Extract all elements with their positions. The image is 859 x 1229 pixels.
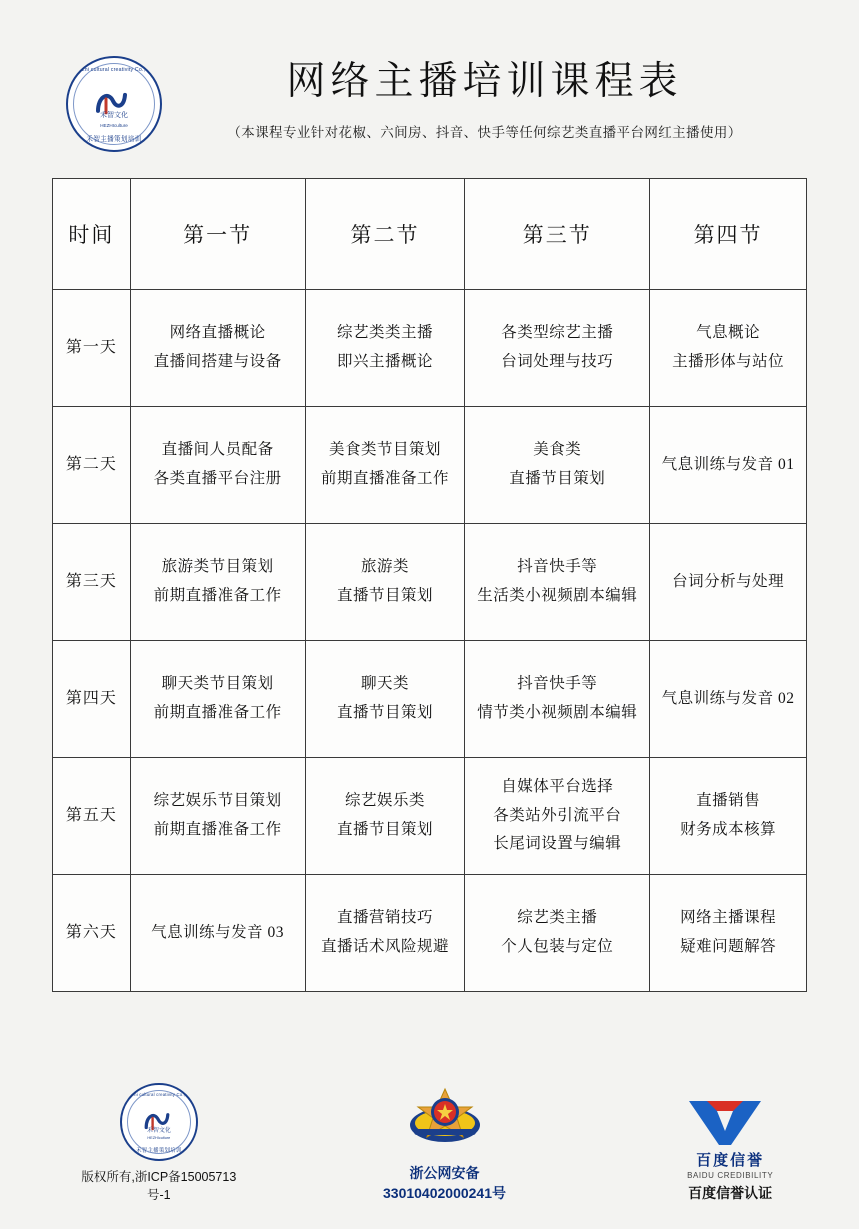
- table-row: [53, 407, 807, 524]
- row-header-day: 第二天: [53, 407, 131, 524]
- police-emblem-icon: [408, 1085, 482, 1151]
- police-emblem-mark: [356, 1077, 534, 1159]
- cell-lines: [135, 553, 301, 610]
- cell-lines: [310, 787, 461, 844]
- schedule-cell: [130, 290, 305, 407]
- cell-line: 前期直播准备工作: [153, 704, 282, 721]
- logo-brand-en-small: HEZHIculture: [147, 1136, 171, 1140]
- logo-ring-text: 禾智主播策划培训: [86, 136, 142, 143]
- cell-line: 抖音快手等: [517, 675, 598, 693]
- schedule-table-container: [0, 130, 859, 992]
- cell-line: 直播间搭建与设备: [153, 353, 282, 370]
- cell-lines: [135, 670, 301, 727]
- baidu-credibility-mark: [641, 1097, 819, 1179]
- schedule-cell: [650, 407, 807, 524]
- cell-line: 台词分析与处理: [672, 572, 785, 590]
- baidu-brand-en: BAIDU CREDIBILITY: [687, 1170, 774, 1180]
- row-header-day: 第四天: [53, 641, 131, 758]
- baidu-credibility-text[interactable]: 百度信誉认证: [688, 1185, 773, 1201]
- cell-line: 抖音快手等: [517, 558, 598, 576]
- cell-line: 前期直播准备工作: [320, 470, 449, 487]
- cell-lines: [469, 319, 645, 376]
- table-row: [53, 290, 807, 407]
- footer-badges: [40, 1077, 819, 1203]
- cell-line: 各类直播平台注册: [153, 470, 282, 487]
- cell-line: 主播形体与站位: [672, 353, 785, 370]
- cell-line: 综艺类主播: [517, 909, 598, 927]
- cell-line: 直播节目策划: [509, 470, 606, 487]
- baidu-credibility-icon: [687, 1097, 763, 1147]
- cell-lines: [310, 904, 461, 961]
- cell-line: 气息概论: [696, 324, 761, 342]
- schedule-cell: [130, 758, 305, 875]
- cell-line: 网络直播概论: [169, 324, 266, 342]
- schedule-cell: [305, 524, 465, 641]
- hezhi-culture-logo-icon-small: [120, 1083, 198, 1161]
- cell-line: 综艺娱乐类: [344, 792, 425, 810]
- hezhi-culture-logo-icon: [66, 56, 162, 152]
- cell-lines: [135, 436, 301, 493]
- cell-lines: [654, 787, 802, 844]
- table-body: [53, 290, 807, 992]
- footer-badge-copyright: [70, 1081, 248, 1203]
- cell-line: 前期直播准备工作: [153, 821, 282, 838]
- schedule-cell: [465, 641, 650, 758]
- schedule-cell: [305, 407, 465, 524]
- cell-line: 气息训练与发音 02: [661, 689, 795, 707]
- cell-line: 美食类节目策划: [328, 441, 441, 459]
- cell-lines: [135, 319, 301, 376]
- column-header-time: 时间: [53, 179, 131, 290]
- schedule-cell: [650, 875, 807, 992]
- copyright-text: 版权所有,浙ICP备15005713号-1: [81, 1170, 237, 1202]
- cell-line: 生活类小视频剧本编辑: [477, 587, 638, 604]
- schedule-cell: [465, 758, 650, 875]
- cell-lines: [135, 787, 301, 844]
- cell-line: 直播营销技巧: [336, 909, 433, 927]
- row-header-day: 第五天: [53, 758, 131, 875]
- cell-lines: [654, 685, 802, 714]
- table-header-row: [53, 179, 807, 290]
- cell-line: 美食类: [533, 441, 582, 459]
- schedule-cell: [465, 290, 650, 407]
- logo-brand-cn: 禾智文化: [100, 112, 128, 119]
- document-header: [0, 0, 859, 143]
- cell-lines: [654, 904, 802, 961]
- cell-lines: [469, 670, 645, 727]
- cell-lines: [310, 553, 461, 610]
- table-row: [53, 758, 807, 875]
- table-row: [53, 875, 807, 992]
- cell-lines: [469, 436, 645, 493]
- page-subtitle: （本课程专业针对花椒、六间房、抖音、快手等任何综艺类直播平台网红主播使用）: [227, 124, 742, 140]
- cell-line: 聊天类: [360, 675, 409, 693]
- schedule-cell: [650, 758, 807, 875]
- cell-line: 前期直播准备工作: [153, 587, 282, 604]
- cell-line: 情节类小视频剧本编辑: [477, 704, 638, 721]
- cell-line: 气息训练与发音 03: [151, 923, 285, 941]
- cell-line: 旅游类节目策划: [161, 558, 274, 576]
- cell-lines: [469, 553, 645, 610]
- schedule-cell: [305, 758, 465, 875]
- cell-line: 疑难问题解答: [680, 938, 777, 955]
- cell-lines: [135, 919, 301, 948]
- cell-line: 旅游类: [360, 558, 409, 576]
- schedule-cell: [130, 641, 305, 758]
- schedule-cell: [305, 290, 465, 407]
- cell-lines: [310, 436, 461, 493]
- logo-brand-cn-small: 禾智文化: [146, 1128, 171, 1134]
- cell-line: 直播话术风险规避: [320, 938, 449, 955]
- schedule-cell: [465, 875, 650, 992]
- cell-line: 个人包装与定位: [501, 938, 614, 955]
- schedule-cell: [650, 641, 807, 758]
- cell-line: 自媒体平台选择: [501, 777, 614, 795]
- cell-line: 直播间人员配备: [161, 441, 274, 459]
- page-title: 网络主播培训课程表: [286, 59, 683, 104]
- schedule-cell: [650, 290, 807, 407]
- cell-line: 直播节目策划: [336, 821, 433, 838]
- column-header-session-3: 第三节: [465, 179, 650, 290]
- cell-line: 直播销售: [696, 792, 761, 810]
- logo-ring-text-small: 禾智主播策划培训: [136, 1148, 182, 1154]
- cell-lines: [469, 904, 645, 961]
- cell-line: 聊天类节目策划: [161, 675, 274, 693]
- row-header-day: 第三天: [53, 524, 131, 641]
- column-header-session-1: 第一节: [130, 179, 305, 290]
- cell-line: 网络主播课程: [680, 909, 777, 927]
- footer-logo-mark: [70, 1081, 248, 1163]
- logo-brand-en: HEZHIculture: [100, 123, 128, 128]
- column-header-session-2: 第二节: [305, 179, 465, 290]
- cell-line: 直播节目策划: [336, 704, 433, 721]
- cell-line: 财务成本核算: [680, 821, 777, 838]
- document-footer: [0, 1077, 859, 1203]
- footer-badge-police[interactable]: [356, 1077, 534, 1203]
- cell-lines: [654, 568, 802, 597]
- cell-lines: [310, 670, 461, 727]
- footer-badge-baidu[interactable]: [641, 1097, 819, 1203]
- police-record-text[interactable]: 浙公网安备 33010402000241号: [383, 1165, 507, 1201]
- schedule-cell: [305, 875, 465, 992]
- cell-line: 即兴主播概论: [336, 353, 433, 370]
- title-block: [170, 52, 819, 141]
- table-row: [53, 641, 807, 758]
- cell-lines: [469, 773, 645, 859]
- schedule-cell: [465, 407, 650, 524]
- schedule-cell: [130, 407, 305, 524]
- baidu-brand-cn: 百度信誉: [696, 1152, 765, 1169]
- cell-line: 综艺类类主播: [336, 324, 433, 342]
- row-header-day: 第六天: [53, 875, 131, 992]
- cell-line: 各类站外引流平台: [493, 806, 622, 824]
- column-header-session-4: 第四节: [650, 179, 807, 290]
- table-row: [53, 524, 807, 641]
- cell-lines: [654, 451, 802, 480]
- schedule-cell: [650, 524, 807, 641]
- logo-container: [58, 52, 170, 152]
- schedule-cell: [305, 641, 465, 758]
- cell-line: 各类型综艺主播: [501, 324, 614, 342]
- cell-lines: [654, 319, 802, 376]
- schedule-cell: [130, 875, 305, 992]
- logo-english-text-small: Hezhi cultural creativity Co.,Ltd: [125, 1091, 192, 1098]
- row-header-day: 第一天: [53, 290, 131, 407]
- cell-line: 直播节目策划: [336, 587, 433, 604]
- cell-line: 气息训练与发音 01: [661, 455, 795, 473]
- schedule-table: [52, 178, 807, 992]
- cell-line: 台词处理与技巧: [501, 353, 614, 370]
- cell-lines: [310, 319, 461, 376]
- schedule-cell: [465, 524, 650, 641]
- cell-line: 长尾词设置与编辑: [493, 835, 622, 853]
- logo-english-text: Hezhi cultural creativity Co.,Ltd: [74, 66, 154, 74]
- cell-line: 综艺娱乐节目策划: [153, 792, 282, 810]
- schedule-cell: [130, 524, 305, 641]
